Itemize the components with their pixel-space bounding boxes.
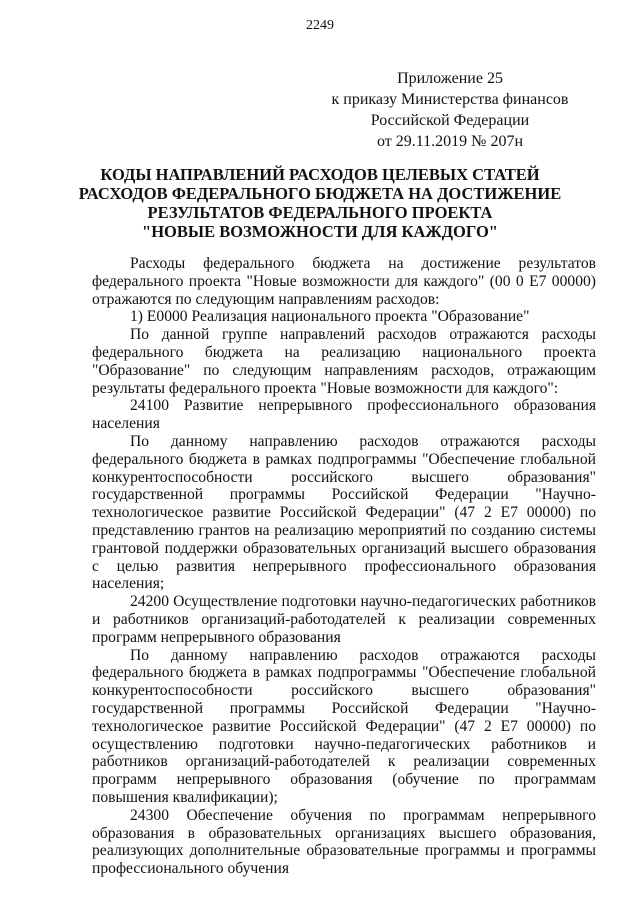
paragraph-code-24100-description: По данному направлению расходов отражаются расходы федерального бюджета в рамках подпрограммы "Обеспечение глобальной конкурентоспособности российского высшего образования" государственной программы Российской Федерации "Научно-технологическое развитие Российской Федерации" (47 2 Е7 00000) по представлению грантов на реализацию мероприятий по созданию системы грантовой поддержки образовательных организаций высшего образования с целью развития непрерывного профессионального образования населения;	[92, 432, 596, 593]
appendix-line: Российской Федерации	[370, 112, 530, 129]
paragraph-code-24100: 24100 Развитие непрерывного профессионального образования населения	[92, 397, 596, 433]
paragraph-intro: Расходы федерального бюджета на достижение результатов федерального проекта "Новые возможности для каждого" (00 0 Е7 00000) отражаются по следующим направлениям расходов:	[92, 255, 596, 308]
paragraph-section-description: По данной группе направлений расходов отражаются расходы федерального бюджета на реализацию национального проекта "Образование" по следующим направлениям расходов, отражающим результаты федерального проекта "Новые возможности для каждого":	[92, 326, 596, 397]
appendix-line: к приказу Министерства финансов	[331, 91, 569, 108]
title-line: РАСХОДОВ ФЕДЕРАЛЬНОГО БЮДЖЕТА НА ДОСТИЖЕНИЕ	[78, 184, 562, 203]
appendix-reference	[300, 68, 600, 152]
page-number: 2249	[306, 18, 334, 33]
title-line: РЕЗУЛЬТАТОВ ФЕДЕРАЛЬНОГО ПРОЕКТА	[147, 203, 493, 222]
appendix-line: от 29.11.2019 № 207н	[376, 133, 523, 150]
title-line: "НОВЫЕ ВОЗМОЖНОСТИ ДЛЯ КАЖДОГО"	[142, 222, 498, 241]
title-line: КОДЫ НАПРАВЛЕНИЙ РАСХОДОВ ЦЕЛЕВЫХ СТАТЕЙ	[100, 165, 540, 184]
document-body	[92, 255, 596, 878]
paragraph-code-24200: 24200 Осуществление подготовки научно-педагогических работников и работников организаций-работодателей к реализации современных программ непрерывного образования	[92, 593, 596, 646]
paragraph-code-24300: 24300 Обеспечение обучения по программам непрерывного образования в образовательных организациях высшего образования, реализующих дополнительные образовательные программы и программы профессионального обучения	[92, 806, 596, 878]
document-title	[60, 165, 580, 241]
paragraph-code-24200-description: По данному направлению расходов отражаются расходы федерального бюджета в рамках подпрограммы "Обеспечение глобальной конкурентоспособности российского высшего образования" государственной программы Российской Федерации "Научно-технологическое развитие Российской Федерации" (47 2 Е7 00000) по осуществлению подготовки научно-педагогических работников и работников организаций-работодателей к реализации современных программ непрерывного образования (обучение по программам повышения квалификации);	[92, 646, 596, 806]
paragraph-section-heading: 1) Е0000 Реализация национального проекта "Образование"	[130, 308, 530, 326]
appendix-line: Приложение 25	[397, 70, 503, 87]
